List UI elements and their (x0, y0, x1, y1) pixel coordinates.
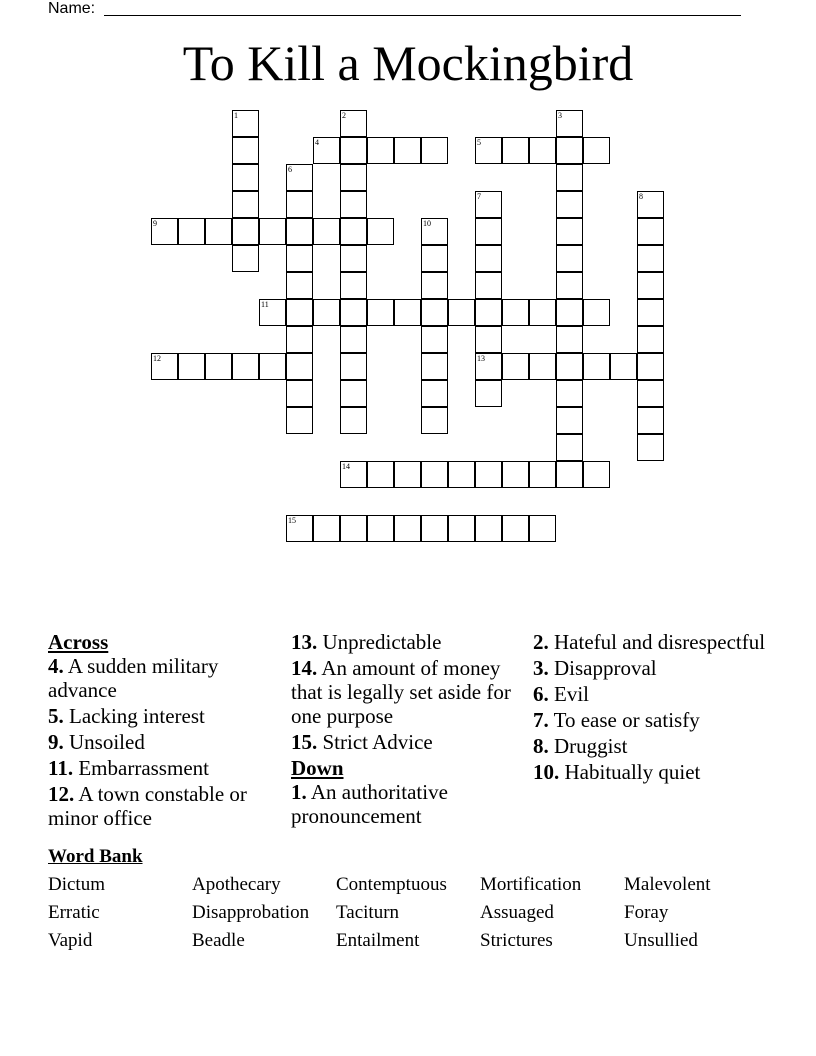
name-label: Name: (48, 0, 96, 17)
grid-cell[interactable] (583, 461, 610, 488)
grid-cell[interactable] (286, 407, 313, 434)
word-bank-item: Dictum (48, 874, 105, 895)
grid-cell[interactable] (151, 353, 178, 380)
grid-cell[interactable] (232, 164, 259, 191)
clue-number: 13 (477, 354, 485, 363)
grid-cell[interactable] (637, 353, 664, 380)
down-clue (533, 630, 768, 654)
grid-cell[interactable] (151, 218, 178, 245)
clue-text: Unsoiled (69, 730, 145, 754)
word-bank-item: Erratic (48, 902, 100, 923)
grid-cell[interactable] (556, 245, 583, 272)
grid-cell[interactable] (529, 137, 556, 164)
clue-number: 10 (423, 219, 431, 228)
grid-cell[interactable] (421, 461, 448, 488)
word-bank-item: Mortification (480, 874, 582, 895)
grid-cell[interactable] (367, 137, 394, 164)
word-bank-item: Disapprobation (192, 902, 310, 923)
grid-cell[interactable] (259, 218, 286, 245)
grid-cell[interactable] (475, 245, 502, 272)
clue-column-3 (533, 630, 768, 786)
clue-text: An amount of money that is legally set aside for one purpose (291, 656, 511, 728)
grid-cell[interactable] (259, 299, 286, 326)
clue-text: Lacking interest (69, 704, 205, 728)
grid-cell[interactable] (421, 245, 448, 272)
across-clue (48, 704, 283, 728)
word-bank-item: Taciturn (336, 902, 400, 923)
grid-cell[interactable] (340, 353, 367, 380)
word-bank-title: Word Bank (48, 846, 143, 867)
grid-cell[interactable] (205, 353, 232, 380)
across-clue (48, 654, 283, 702)
word-bank-item: Entailment (336, 930, 420, 951)
grid-cell[interactable] (367, 218, 394, 245)
clue-number: 2 (342, 111, 346, 120)
grid-cell[interactable] (367, 299, 394, 326)
clue-column-1 (48, 630, 283, 832)
grid-cell[interactable] (637, 218, 664, 245)
grid-cell[interactable] (421, 326, 448, 353)
down-clue (533, 708, 768, 732)
clue-number: 11 (261, 300, 269, 309)
down-clue (533, 656, 768, 680)
down-clue (533, 760, 768, 784)
grid-cell[interactable] (313, 515, 340, 542)
clue-number: 15 (288, 516, 296, 525)
grid-cell[interactable] (637, 299, 664, 326)
across-clue (48, 756, 283, 780)
grid-cell[interactable] (529, 515, 556, 542)
grid-cell[interactable] (637, 272, 664, 299)
grid-cell[interactable] (637, 245, 664, 272)
grid-cell[interactable] (502, 461, 529, 488)
grid-cell[interactable] (421, 137, 448, 164)
grid-cell[interactable] (637, 326, 664, 353)
across-clue (48, 730, 283, 754)
grid-cell[interactable] (286, 191, 313, 218)
clue-number: 6 (288, 165, 292, 174)
grid-cell[interactable] (475, 191, 502, 218)
grid-cell[interactable] (556, 137, 583, 164)
grid-cell[interactable] (556, 353, 583, 380)
grid-cell[interactable] (394, 299, 421, 326)
clue-text: Strict Advice (322, 730, 433, 754)
grid-cell[interactable] (475, 515, 502, 542)
grid-cell[interactable] (421, 218, 448, 245)
grid-cell[interactable] (502, 353, 529, 380)
across-clue (291, 656, 526, 728)
clue-number: 8 (639, 192, 643, 201)
clue-number: 9 (153, 219, 157, 228)
clue-number: 8. (533, 734, 549, 758)
word-bank-item: Assuaged (480, 902, 554, 923)
down-clue (533, 734, 768, 758)
grid-cell[interactable] (448, 299, 475, 326)
grid-cell[interactable] (421, 299, 448, 326)
clue-number: 6. (533, 682, 549, 706)
clue-number: 4 (315, 138, 319, 147)
across-heading: Across (48, 630, 109, 654)
grid-cell[interactable] (259, 353, 286, 380)
grid-cell[interactable] (448, 515, 475, 542)
grid-cell[interactable] (394, 461, 421, 488)
grid-cell[interactable] (529, 461, 556, 488)
clue-number: 9. (48, 730, 64, 754)
grid-cell[interactable] (340, 515, 367, 542)
grid-cell[interactable] (394, 515, 421, 542)
grid-cell[interactable] (232, 245, 259, 272)
grid-cell[interactable] (421, 407, 448, 434)
grid-cell[interactable] (313, 299, 340, 326)
grid-cell[interactable] (475, 272, 502, 299)
grid-cell[interactable] (637, 434, 664, 461)
grid-cell[interactable] (340, 461, 367, 488)
grid-cell[interactable] (529, 353, 556, 380)
clue-text: An authoritative pronouncement (291, 780, 448, 828)
grid-cell[interactable] (556, 380, 583, 407)
grid-cell[interactable] (556, 164, 583, 191)
grid-cell[interactable] (475, 299, 502, 326)
clue-text: Disapproval (554, 656, 657, 680)
grid-cell[interactable] (286, 164, 313, 191)
clue-number: 12. (48, 782, 75, 806)
clue-number: 14. (291, 656, 318, 680)
clue-text: To ease or satisfy (553, 708, 700, 732)
word-bank-item: Strictures (480, 930, 553, 951)
grid-cell[interactable] (556, 218, 583, 245)
grid-cell[interactable] (421, 515, 448, 542)
word-bank-item: Malevolent (624, 874, 711, 895)
grid-cell[interactable] (421, 272, 448, 299)
grid-cell[interactable] (340, 326, 367, 353)
grid-cell[interactable] (502, 515, 529, 542)
clue-number: 12 (153, 354, 161, 363)
grid-cell[interactable] (421, 353, 448, 380)
grid-cell[interactable] (286, 515, 313, 542)
grid-cell[interactable] (556, 272, 583, 299)
clue-number: 14 (342, 462, 350, 471)
grid-cell[interactable] (340, 218, 367, 245)
grid-cell[interactable] (556, 407, 583, 434)
grid-cell[interactable] (232, 110, 259, 137)
clue-number: 5 (477, 138, 481, 147)
word-bank-item: Contemptuous (336, 874, 447, 895)
grid-cell[interactable] (340, 272, 367, 299)
grid-cell[interactable] (367, 461, 394, 488)
grid-cell[interactable] (205, 218, 232, 245)
grid-cell[interactable] (286, 353, 313, 380)
grid-cell[interactable] (340, 191, 367, 218)
grid-cell[interactable] (556, 434, 583, 461)
grid-cell[interactable] (340, 245, 367, 272)
grid-cell[interactable] (232, 137, 259, 164)
clue-text: Hateful and disrespectful (554, 630, 766, 654)
grid-cell[interactable] (475, 353, 502, 380)
grid-cell[interactable] (583, 353, 610, 380)
word-bank-item: Vapid (48, 930, 93, 951)
grid-cell[interactable] (286, 299, 313, 326)
word-bank-item: Unsullied (624, 930, 698, 951)
grid-cell[interactable] (340, 110, 367, 137)
grid-cell[interactable] (421, 380, 448, 407)
clue-number: 7 (477, 192, 481, 201)
grid-cell[interactable] (367, 515, 394, 542)
down-clue (291, 780, 526, 828)
grid-cell[interactable] (286, 326, 313, 353)
puzzle-title: To Kill a Mockingbird (182, 35, 634, 91)
grid-cell[interactable] (583, 137, 610, 164)
down-heading: Down (291, 756, 344, 780)
grid-cell[interactable] (448, 461, 475, 488)
grid-cell[interactable] (340, 164, 367, 191)
clue-number: 7. (533, 708, 549, 732)
grid-cell[interactable] (475, 218, 502, 245)
grid-cell[interactable] (475, 380, 502, 407)
clue-column-2 (291, 630, 526, 830)
grid-cell[interactable] (232, 191, 259, 218)
grid-cell[interactable] (529, 299, 556, 326)
grid-cell[interactable] (340, 407, 367, 434)
grid-cell[interactable] (556, 461, 583, 488)
clue-number: 4. (48, 654, 64, 678)
clue-number: 5. (48, 704, 64, 728)
clue-number: 3 (558, 111, 562, 120)
clue-number: 15. (291, 730, 318, 754)
word-bank-item: Apothecary (192, 874, 281, 895)
grid-cell[interactable] (475, 326, 502, 353)
clue-number: 11. (48, 756, 74, 780)
grid-cell[interactable] (475, 461, 502, 488)
grid-cell[interactable] (286, 245, 313, 272)
clue-text: Evil (554, 682, 589, 706)
grid-cell[interactable] (286, 380, 313, 407)
word-bank-item: Foray (624, 902, 669, 923)
clue-number: 1. (291, 780, 307, 804)
grid-cell[interactable] (178, 218, 205, 245)
grid-cell[interactable] (475, 137, 502, 164)
clue-number: 13. (291, 630, 318, 654)
grid-cell[interactable] (232, 218, 259, 245)
grid-cell[interactable] (313, 137, 340, 164)
grid-cell[interactable] (637, 407, 664, 434)
grid-cell[interactable] (556, 191, 583, 218)
grid-cell[interactable] (394, 137, 421, 164)
clue-text: Habitually quiet (564, 760, 701, 784)
clue-text: Unpredictable (322, 630, 442, 654)
grid-cell[interactable] (637, 191, 664, 218)
clue-number: 1 (234, 111, 238, 120)
across-clue (291, 730, 526, 754)
grid-cell[interactable] (340, 299, 367, 326)
clue-text: A sudden military advance (48, 654, 219, 702)
clue-number: 3. (533, 656, 549, 680)
across-clue (291, 630, 526, 654)
grid-cell[interactable] (502, 137, 529, 164)
grid-cell[interactable] (610, 353, 637, 380)
down-clue (533, 682, 768, 706)
grid-cell[interactable] (340, 380, 367, 407)
grid-cell[interactable] (583, 299, 610, 326)
clue-text: Druggist (554, 734, 628, 758)
grid-cell[interactable] (178, 353, 205, 380)
clue-text: Embarrassment (78, 756, 209, 780)
clue-number: 2. (533, 630, 549, 654)
grid-cell[interactable] (556, 299, 583, 326)
word-bank-item: Beadle (192, 930, 245, 951)
grid-cell[interactable] (313, 218, 340, 245)
across-clue (48, 782, 283, 830)
clue-number: 10. (533, 760, 560, 784)
grid-cell[interactable] (286, 218, 313, 245)
clue-text: A town constable or minor office (48, 782, 247, 830)
grid-cell[interactable] (556, 110, 583, 137)
grid-cell[interactable] (286, 272, 313, 299)
grid-cell[interactable] (502, 299, 529, 326)
grid-cell[interactable] (340, 137, 367, 164)
grid-cell[interactable] (637, 380, 664, 407)
grid-cell[interactable] (556, 326, 583, 353)
grid-cell[interactable] (232, 353, 259, 380)
